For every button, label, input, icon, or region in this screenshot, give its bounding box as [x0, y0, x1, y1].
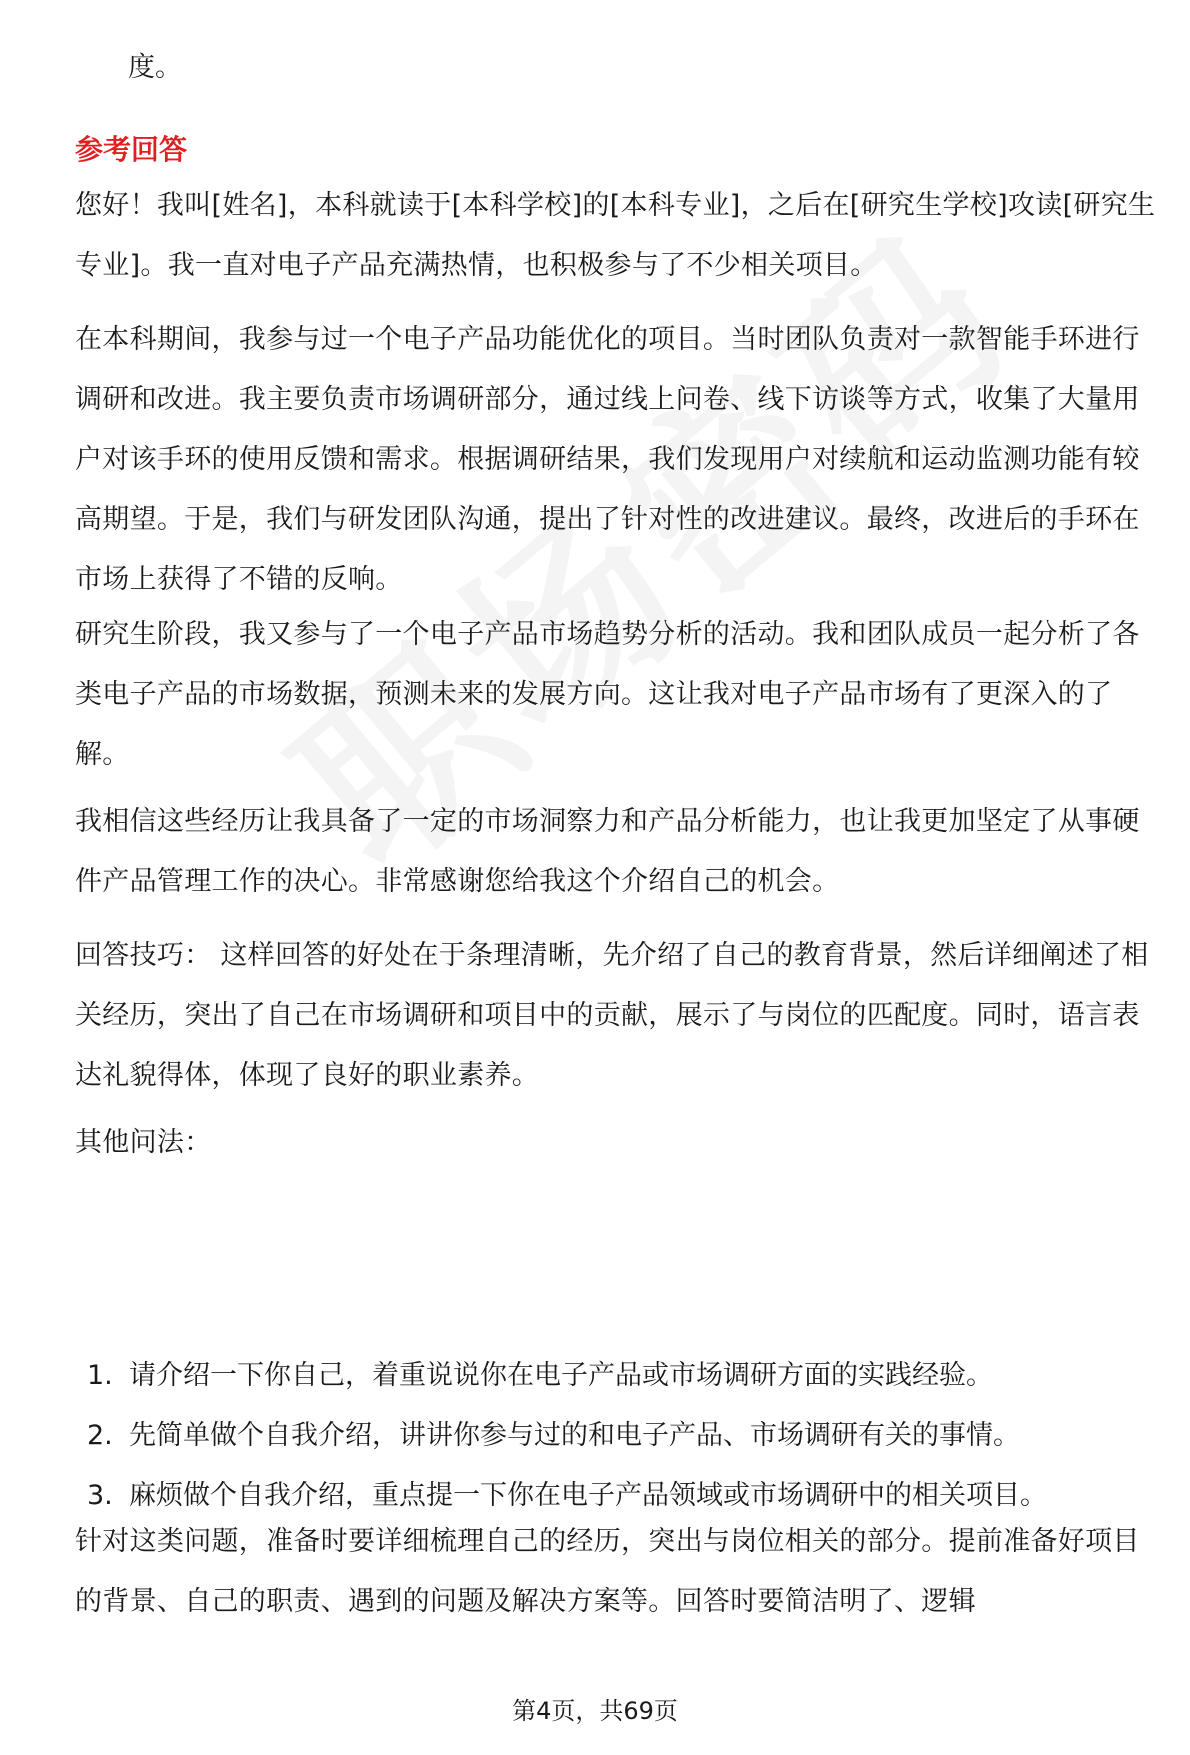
paragraph-graduate: 研究生阶段，我又参与了一个电子产品市场趋势分析的活动。我和团队成员一起分析了各类电子产品的市场数据，预测未来的发展方向。这让我对电子产品市场有了更深入的了解。: [75, 619, 1140, 770]
list-item: [87, 1346, 1047, 1406]
list-text: 先简单做个自我介绍，讲讲你参与过的和电子产品、市场调研有关的事情。: [129, 1420, 1020, 1451]
section-heading: 参考回答: [75, 133, 188, 166]
paragraph-closing: 针对这类问题，准备时要详细梳理自己的经历，突出与岗位相关的部分。提前准备好项目的背景、自己的职责、遇到的问题及解决方案等。回答时要简洁明了、逻辑: [75, 1526, 1140, 1617]
paragraph-other-questions: 其他问法：: [75, 1127, 212, 1158]
paragraph-conclusion: 我相信这些经历让我具备了一定的市场洞察力和产品分析能力，也让我更加坚定了从事硬件产品管理工作的决心。非常感谢您给我这个介绍自己的机会。: [75, 806, 1140, 897]
continuation-text: 度。: [128, 52, 182, 83]
list-text: 麻烦做个自我介绍，重点提一下你在电子产品领域或市场调研中的相关项目。: [129, 1480, 1047, 1511]
page-number: 第4页，共69页: [512, 1697, 678, 1725]
list-text: 请介绍一下你自己，着重说说你在电子产品或市场调研方面的实践经验。: [129, 1360, 993, 1391]
question-list: [87, 1346, 1047, 1526]
paragraph-tips: 回答技巧： 这样回答的好处在于条理清晰，先介绍了自己的教育背景，然后详细阐述了相关经历，突出了自己在市场调研和项目中的贡献，展示了与岗位的匹配度。同时，语言表达礼貌得体，体现了良好的职业素养。: [75, 940, 1149, 1091]
list-number: 3.: [87, 1480, 113, 1511]
list-item: [87, 1406, 1047, 1466]
list-number: 2.: [87, 1420, 113, 1451]
paragraph-intro: 您好！我叫[姓名]，本科就读于[本科学校]的[本科专业]，之后在[研究生学校]攻读[研究生专业]。我一直对电子产品充满热情，也积极参与了不少相关项目。: [75, 190, 1156, 281]
paragraph-undergrad: 在本科期间，我参与过一个电子产品功能优化的项目。当时团队负责对一款智能手环进行调研和改进。我主要负责市场调研部分，通过线上问卷、线下访谈等方式，收集了大量用户对该手环的使用反馈和需求。根据调研结果，我们发现用户对续航和运动监测功能有较高期望。于是，我们与研发团队沟通，提出了针对性的改进建议。最终，改进后的手环在市场上获得了不错的反响。: [75, 324, 1140, 595]
list-number: 1.: [87, 1360, 113, 1391]
